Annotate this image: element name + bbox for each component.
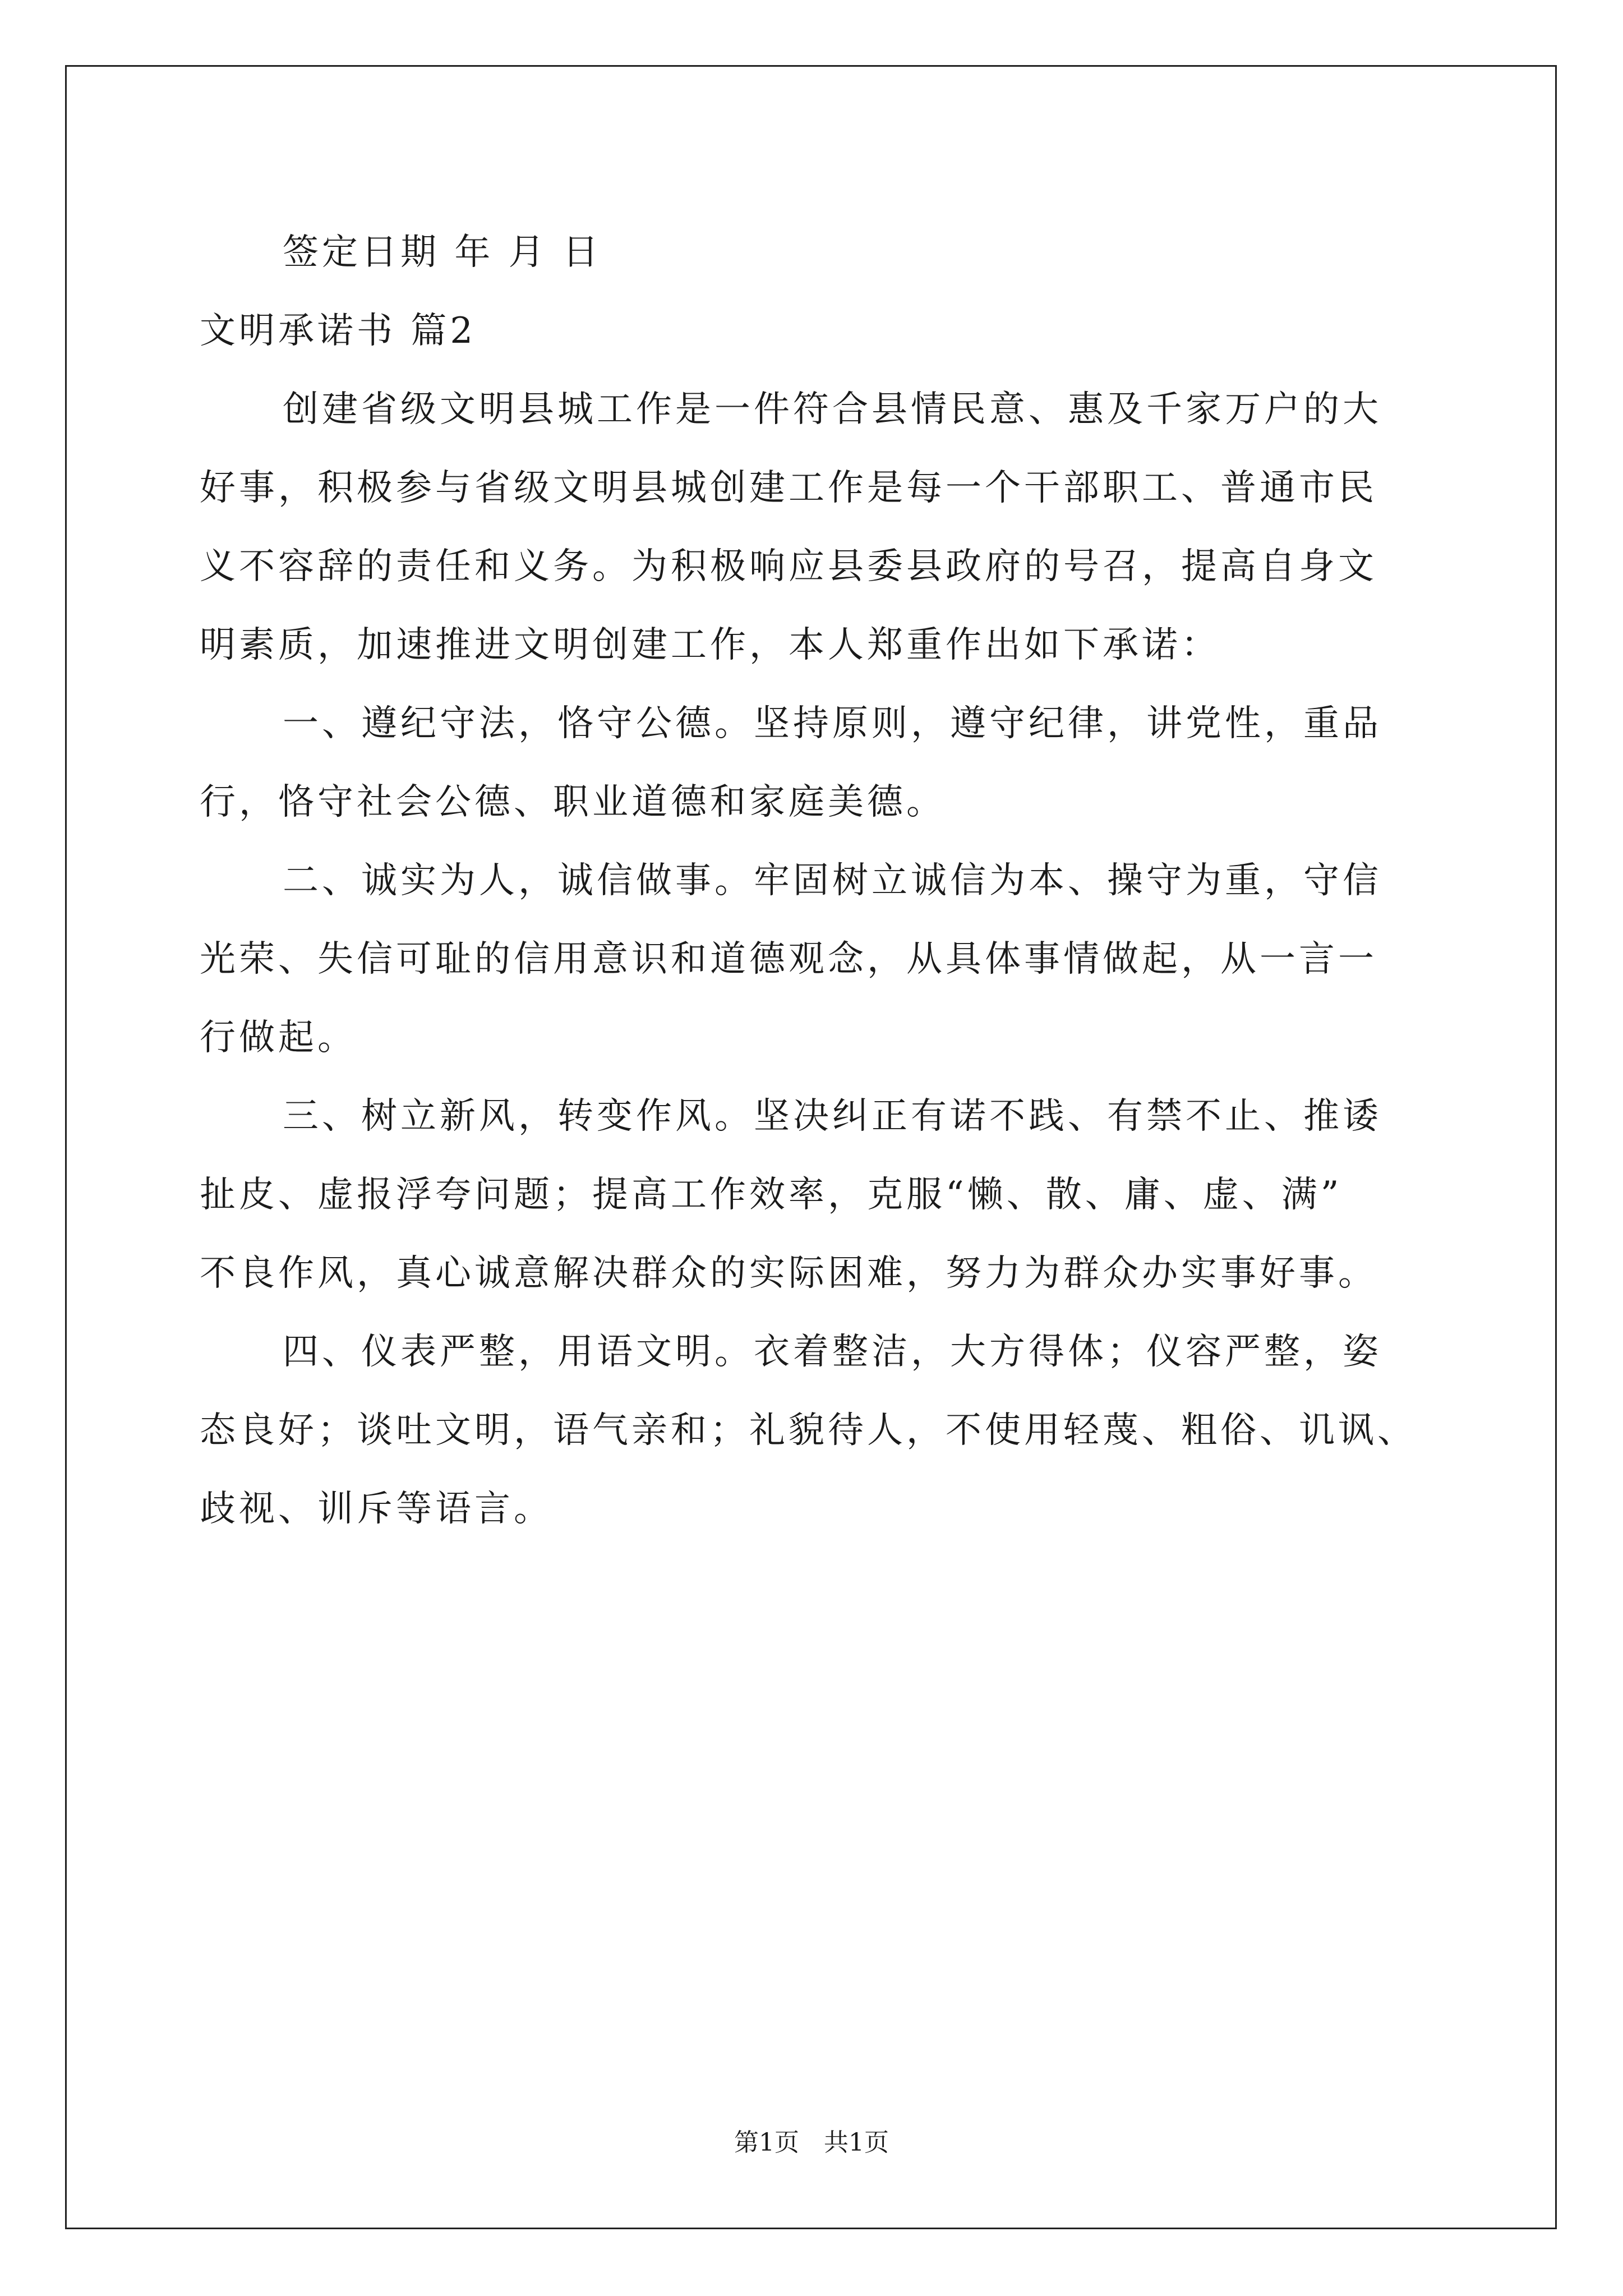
intro-line: 好事，积极参与省级文明县城创建工作是每一个干部职工、普通市民: [200, 467, 1377, 509]
item3-line: 三、树立新风，转变作风。坚决纠正有诺不践、有禁不止、推诿: [283, 1096, 1382, 1137]
section-title: 文明承诺书 篇2: [200, 310, 477, 352]
intro-line: 创建省级文明县城工作是一件符合县情民意、惠及千家万户的大: [283, 389, 1382, 430]
item2-line: 行做起。: [200, 1017, 357, 1059]
item2-line: 光荣、失信可耻的信用意识和道德观念，从具体事情做起，从一言一: [200, 938, 1377, 980]
item1-line: 行，恪守社会公德、职业道德和家庭美德。: [200, 781, 946, 823]
item3-line: 扯皮、虚报浮夸问题；提高工作效率，克服“懒、散、庸、虚、满”: [200, 1174, 1343, 1216]
item4-line: 歧视、训斥等语言。: [200, 1488, 553, 1530]
item2-line: 二、诚实为人，诚信做事。牢固树立诚信为本、操守为重，守信: [283, 860, 1382, 901]
page-footer: 第1页 共1页: [734, 2128, 889, 2157]
item4-line: 态良好；谈吐文明，语气亲和；礼貌待人，不使用轻蔑、粗俗、讥讽、: [200, 1410, 1417, 1451]
item3-line: 不良作风，真心诚意解决群众的实际困难，努力为群众办实事好事。: [200, 1253, 1377, 1294]
intro-line: 义不容辞的责任和义务。为积极响应县委县政府的号召，提高自身文: [200, 546, 1377, 587]
document-body: [200, 213, 1428, 1548]
signing-date-line: 签定日期 年 月 日: [283, 232, 602, 273]
item4-line: 四、仪表严整，用语文明。衣着整洁，大方得体；仪容严整，姿: [283, 1331, 1382, 1373]
item1-line: 一、遵纪守法，恪守公德。坚持原则，遵守纪律，讲党性，重品: [283, 703, 1382, 744]
intro-line: 明素质，加速推进文明创建工作，本人郑重作出如下承诺：: [200, 624, 1220, 666]
